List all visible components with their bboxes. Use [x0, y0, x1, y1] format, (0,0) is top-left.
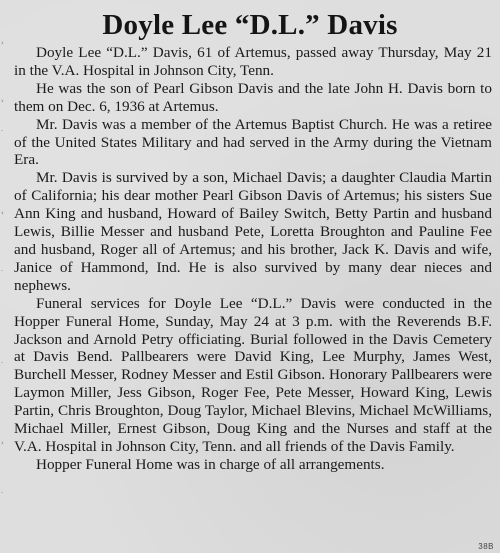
paragraph-arrangements: Hopper Funeral Home was in charge of all arrangements.	[36, 455, 385, 473]
paragraph-church-military: Mr. Davis was a member of the Artemus Baptist Church. He was a retiree of the United States Military and had served in the Army during the Vietnam Era.	[14, 115, 492, 169]
corner-note: 38B	[478, 542, 494, 551]
obituary-body	[14, 44, 492, 474]
obituary-title: Doyle Lee “D.L.” Davis	[102, 9, 398, 41]
scan-edge-marks: › › · ‹ · · › ·	[1, 39, 4, 497]
paragraph-death-notice: Doyle Lee “D.L.” Davis, 61 of Artemus, passed away Thursday, May 21 in the V.A. Hospital in Johnson City, Tenn.	[14, 44, 492, 79]
paragraph-funeral-services: Funeral services for Doyle Lee “D.L.” Davis were conducted in the Hopper Funeral Home, Sunday, May 24 at 3 p.m. with the Reverends B.F. Jackson and Arnold Petry officiating. Burial followed in the Davis Cemetery at Davis Bend. Pallbearers were David King, Lee Murphy, James West, Burchell Messer, Rodney Messer and Estil Gibson. Honorary Pallbearers were Laymon Miller, Jess Gibson, Roger Fee, Pete Messer, Howard King, Lewis Partin, Chris Broughton, Doug Taylor, Michael Blevins, Michael McWilliams, Michael Miller, Ernest Gibson, Doug King and the Nurses and staff at the V.A. Hospital in Johnson City, Tenn. and all friends of the Davis Family.	[14, 294, 492, 455]
paragraph-parents: He was the son of Pearl Gibson Davis and the late John H. Davis born to them on Dec. 6, 1936 at Artemus.	[14, 79, 492, 115]
paragraph-survivors: Mr. Davis is survived by a son, Michael Davis; a daughter Claudia Martin of California; his dear mother Pearl Gibson Davis of Artemus; his sisters Sue Ann King and husband, Howard of Bailey Switch, Betty Partin and husband Lewis, Billie Messer and husband Pete, Loretta Broughton and Pauline Fee and husband, Roger all of Artemus; and his brother, Jack K. Davis and wife, Janice of Hammond, Ind. He is also survived by many dear nieces and nephews.	[14, 169, 492, 294]
